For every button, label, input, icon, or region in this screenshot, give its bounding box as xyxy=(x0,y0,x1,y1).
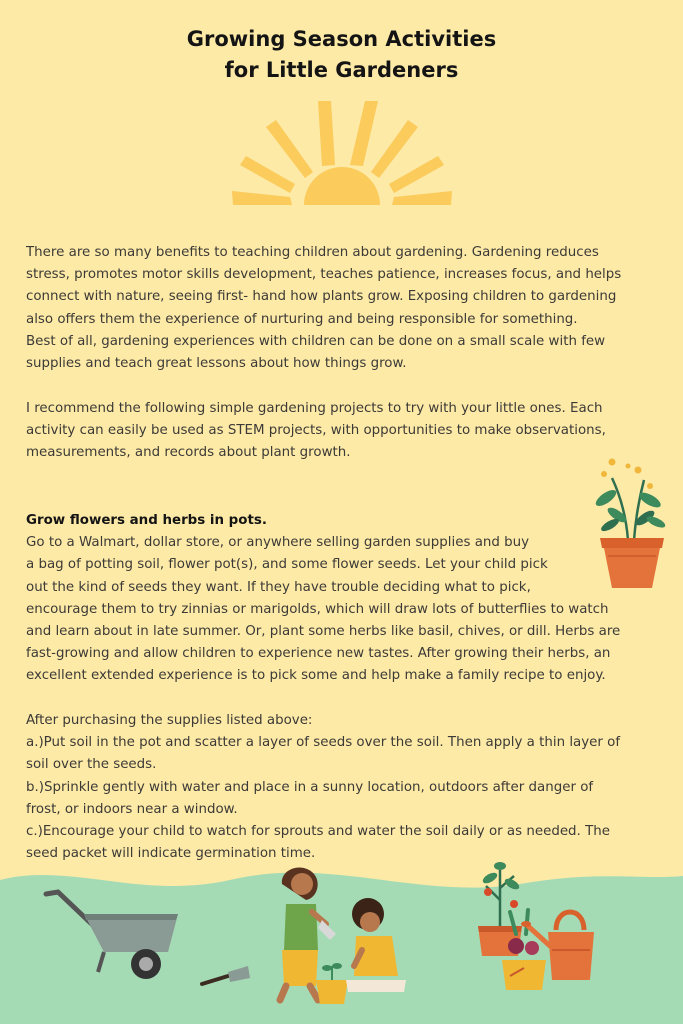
activity-line: and learn about in late summer. Or, plant some herbs like basil, chives, or dill. Herbs are xyxy=(26,624,621,640)
activity-line: out the kind of seeds they want. If they have trouble deciding what to pick, xyxy=(26,579,531,595)
activity-line: excellent extended experience is to pick some and help make a family recipe to enjoy. xyxy=(26,668,606,684)
title-line-2: for Little Gardeners xyxy=(224,58,459,82)
activity-section xyxy=(26,510,662,688)
activity-heading: Grow flowers and herbs in pots. xyxy=(26,513,267,528)
intro-line: supplies and teach great lessons about how things grow. xyxy=(26,356,407,372)
steps-section xyxy=(26,710,662,865)
step-line: c.)Encourage your child to watch for sprouts and water the soil daily or as needed. The xyxy=(26,824,610,840)
activity-line: encourage them to try zinnias or marigolds, which will draw lots of butterflies to watch xyxy=(26,601,609,617)
sun-rays-icon xyxy=(228,98,456,210)
intro-paragraph-2 xyxy=(26,398,662,465)
page-title xyxy=(0,24,683,86)
intro-line: also offers them the experience of nurturing and being responsible for something. xyxy=(26,311,578,327)
intro-line: There are so many benefits to teaching children about gardening. Gardening reduces xyxy=(26,245,599,260)
grass-background xyxy=(0,873,683,1024)
intro-line: stress, promotes motor skills development, teaches patience, increases focus, and helps xyxy=(26,267,622,283)
activity-line: Go to a Walmart, dollar store, or anywhere selling garden supplies and buy xyxy=(26,535,530,551)
step-line: soil over the seeds. xyxy=(26,757,157,773)
activity-line: fast-growing and allow children to experience new tastes. After growing their herbs, an xyxy=(26,646,611,662)
step-line: frost, or indoors near a window. xyxy=(26,801,238,817)
step-line: seed packet will indicate germination time. xyxy=(26,846,316,862)
intro-line: Best of all, gardening experiences with children can be done on a small scale with few xyxy=(26,333,606,349)
intro-paragraph-1 xyxy=(26,242,662,375)
watering-can-icon xyxy=(521,912,594,980)
intro-line: connect with nature, seeing first- hand how plants grow. Exposing children to gardening xyxy=(26,289,617,305)
intro-line: activity can easily be used as STEM projects, with opportunities to make observations, xyxy=(26,423,606,439)
steps-intro: After purchasing the supplies listed above: xyxy=(26,713,313,728)
vegetable-basket-icon xyxy=(502,910,546,990)
tomato-plant-icon xyxy=(478,862,522,956)
intro-line: I recommend the following simple gardening projects to try with your little ones. Each xyxy=(26,401,603,416)
wheelbarrow-icon xyxy=(46,892,178,979)
activity-line: a bag of potting soil, flower pot(s), and some flower seeds. Let your child pick xyxy=(26,557,548,573)
children-gardening-illustration xyxy=(202,868,406,1004)
step-line: a.)Put soil in the pot and scatter a layer of seeds over the soil. Then apply a thin layer of xyxy=(26,735,621,751)
title-line-1: Growing Season Activities xyxy=(186,27,497,51)
step-line: b.)Sprinkle gently with water and place in a sunny location, outdoors after danger of xyxy=(26,779,594,795)
intro-line: measurements, and records about plant growth. xyxy=(26,445,351,461)
